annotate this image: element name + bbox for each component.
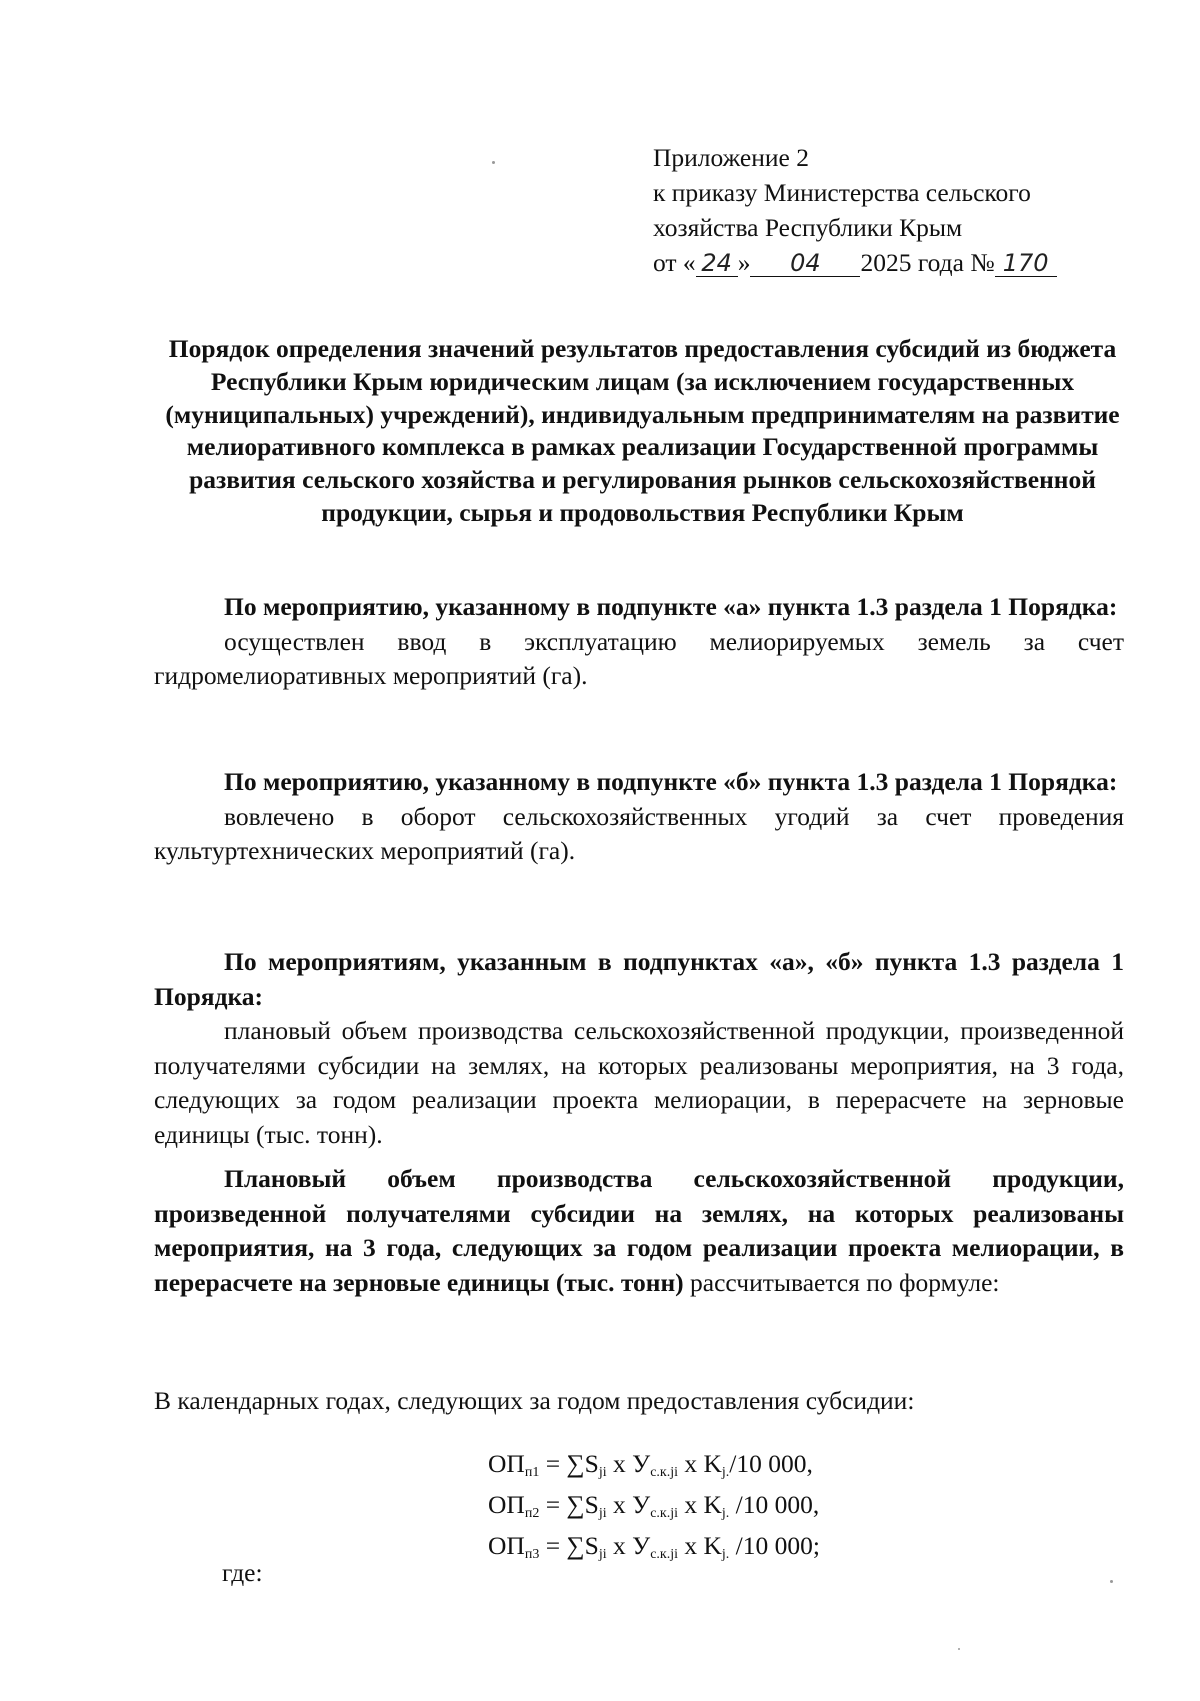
formula-line-3: $ОП_{п3} = \sum S_{ji}$ x $У_{с.к.ji}$ x $K_{j.}$ /10 000; xyxy=(488,1531,820,1562)
appendix-label: Приложение 2 xyxy=(653,143,809,172)
order-number-handwritten: 170 xyxy=(995,250,1057,277)
formula-intro xyxy=(154,1162,1124,1300)
scan-speck xyxy=(1110,1580,1113,1583)
section-b xyxy=(154,765,1124,869)
formula-group xyxy=(488,1448,820,1571)
order-date-line xyxy=(653,245,1113,280)
scan-speck xyxy=(492,161,495,164)
section-a-heading: По мероприятию, указанному в подпункте «а» пункта 1.3 раздела 1 Порядка: xyxy=(224,592,1118,621)
section-a-text: осуществлен ввод в эксплуатацию мелиорируемых земель за счет гидромелиоративных мероприятий (га). xyxy=(154,626,1124,690)
scan-speck xyxy=(958,1648,960,1650)
document-title: Порядок определения значений результатов предоставления субсидий из бюджета Республики Крым юридическим лицам (за исключением государственных (муниципальных) учреждений), индивидуальным предпринимателям на развитие мелиоративного комплекса в рамках реализации Государственной программы развития сельского хозяйства и регулирования рынков сельскохозяйственной продукции, сырья и продовольствия Республики Крым xyxy=(165,334,1120,527)
section-ab-text: плановый объем производства сельскохозяйственной продукции, произведенной получателями субсидии на землях, на которых реализованы мероприятия, на 3 года, следующих за годом реализации проекта мелиорации, в перерасчете на зерновые единицы (тыс. тонн). xyxy=(154,1016,1124,1149)
where-label: где: xyxy=(222,1558,263,1587)
section-ab xyxy=(154,945,1124,1152)
formula-line-1: $ОП_{п1} = \sum S_{ji}$ x $У_{с.к.ji}$ x $K_{j.}/10$ 000, xyxy=(488,1449,813,1480)
date-prefix: от « xyxy=(653,248,696,277)
order-reference: к приказу Министерства сельского xyxy=(653,178,1031,207)
date-day-handwritten: 24 xyxy=(696,250,738,277)
approval-block xyxy=(653,140,1113,280)
section-a xyxy=(154,590,1124,694)
calendar-years-text: В календарных годах, следующих за годом предоставления субсидии: xyxy=(154,1386,915,1415)
date-mid: » xyxy=(737,248,751,277)
date-month-handwritten: 04 xyxy=(750,250,860,277)
ministry-name: хозяйства Республики Крым xyxy=(653,213,963,242)
formula-intro-bold: Плановый объем производства сельскохозяйственной продукции, произведенной получателями субсидии на землях, на которых реализованы мероприятия, на 3 года, следующих за годом реализации проекта мелиорации, в перерасчете на зерновые единицы (тыс. тонн) xyxy=(154,1164,1124,1297)
formula-line-2: $ОП_{п2} = \sum S_{ji}$ x $У_{с.к.ji}$ x $K_{j.}$ /10 000, xyxy=(488,1490,820,1521)
calendar-years-line xyxy=(154,1384,1124,1419)
section-b-heading: По мероприятию, указанному в подпункте «б» пункта 1.3 раздела 1 Порядка: xyxy=(224,767,1118,796)
section-ab-heading: По мероприятиям, указанным в подпунктах «а», «б» пункта 1.3 раздела 1 Порядка: xyxy=(154,947,1124,1011)
formula-intro-tail: рассчитывается по формуле: xyxy=(690,1267,1000,1297)
date-year: 2025 года № xyxy=(860,248,995,277)
section-b-text: вовлечено в оборот сельскохозяйственных угодий за счет проведения культуртехнических мероприятий (га). xyxy=(154,801,1124,865)
